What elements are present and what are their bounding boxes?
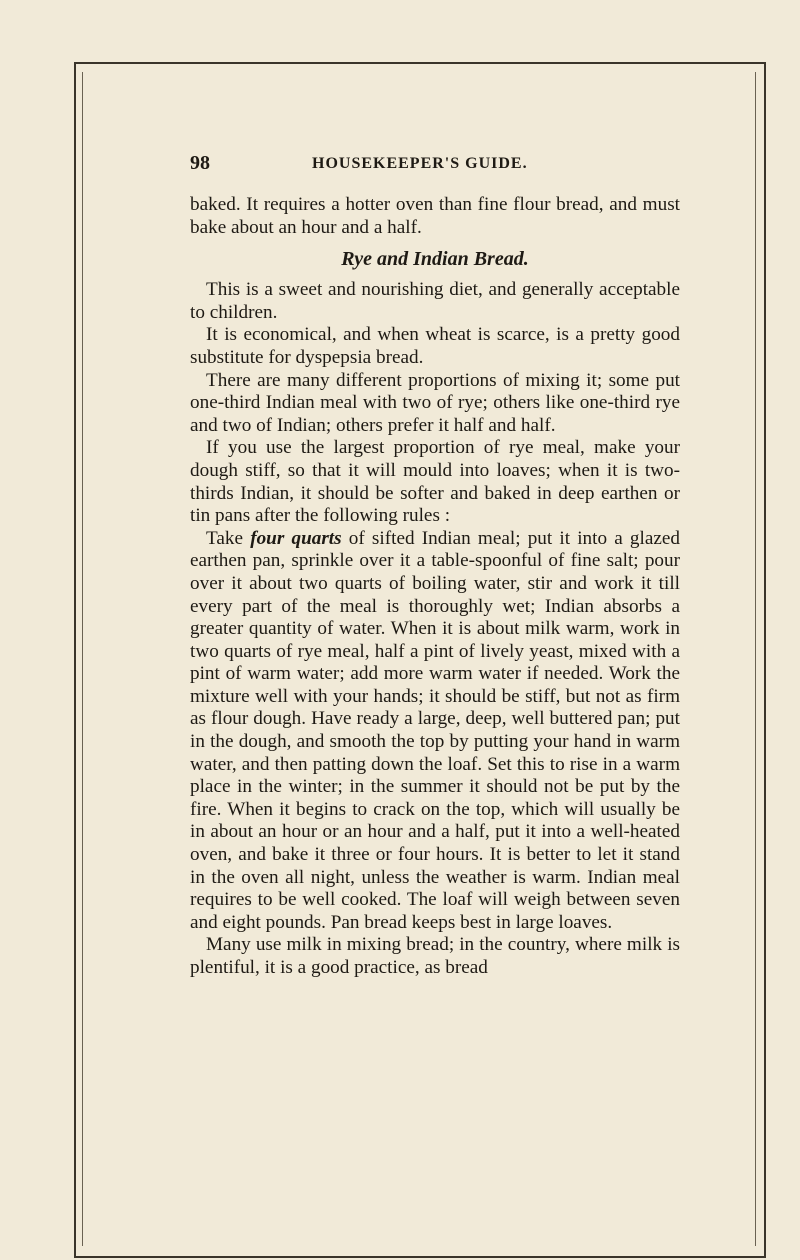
- paragraph-5-italic: four quarts: [250, 527, 342, 549]
- running-head: [190, 152, 680, 180]
- paragraph-5-rest: of sifted Indian meal; put it into a glazed earthen pan, sprinkle over it a table-spoonful of fine salt; pour over it about two quarts of boiling water, stir and work it till every part of the meal is thoroughly wet; Indian absorbs a greater quantity of water. When it is about milk warm, work in two quarts of rye meal, half a pint of lively yeast, mixed with a pint of warm water; add more warm water if needed. Work the mixture well with your hands; it should be stiff, but not as firm as flour dough. Have ready a large, deep, well buttered pan; put in the dough, and smooth the top by putting your hand in warm water, and then patting down the loaf. Set this to rise in a warm place in the winter; in the summer it should not be put by the fire. When it begins to crack on the top, which will usually be in about an hour or an hour and a half, put it into a well-heated oven, and bake it three or four hours. It is better to let it stand in the oven all night, unless the weather is warm. Indian meal requires to be well cooked. The loaf will weigh between seven and eight pounds. Pan bread keeps best in large loaves.: [190, 527, 680, 933]
- paragraph-1: This is a sweet and nourishing diet, and generally acceptable to children.: [190, 279, 680, 323]
- paragraph-4: If you use the largest proportion of rye meal, make your dough stiff, so that it will mould into loaves; when it is two-thirds Indian, it should be softer and baked in deep earthen or tin pans after the following rules :: [190, 437, 680, 527]
- running-title: HOUSEKEEPER'S GUIDE.: [312, 155, 528, 172]
- section-heading: Rye and Indian Bread.: [341, 248, 529, 271]
- page-number: 98: [190, 152, 210, 174]
- page-content: [190, 152, 680, 980]
- paragraph-5: [190, 528, 680, 935]
- paragraph-5-take: Take: [206, 527, 251, 549]
- paragraph-6: Many use milk in mixing bread; in the country, where milk is plentiful, it is a good practice, as bread: [190, 934, 680, 978]
- paragraph-3: There are many different proportions of mixing it; some put one-third Indian meal with two of rye; others like one-third rye and two of Indian; others prefer it half and half.: [190, 369, 680, 436]
- opening-paragraph: baked. It requires a hotter oven than fine flour bread, and must bake about an hour and a half.: [190, 194, 680, 238]
- paragraph-2: It is economical, and when wheat is scarce, is a pretty good substitute for dyspepsia bread.: [190, 324, 680, 368]
